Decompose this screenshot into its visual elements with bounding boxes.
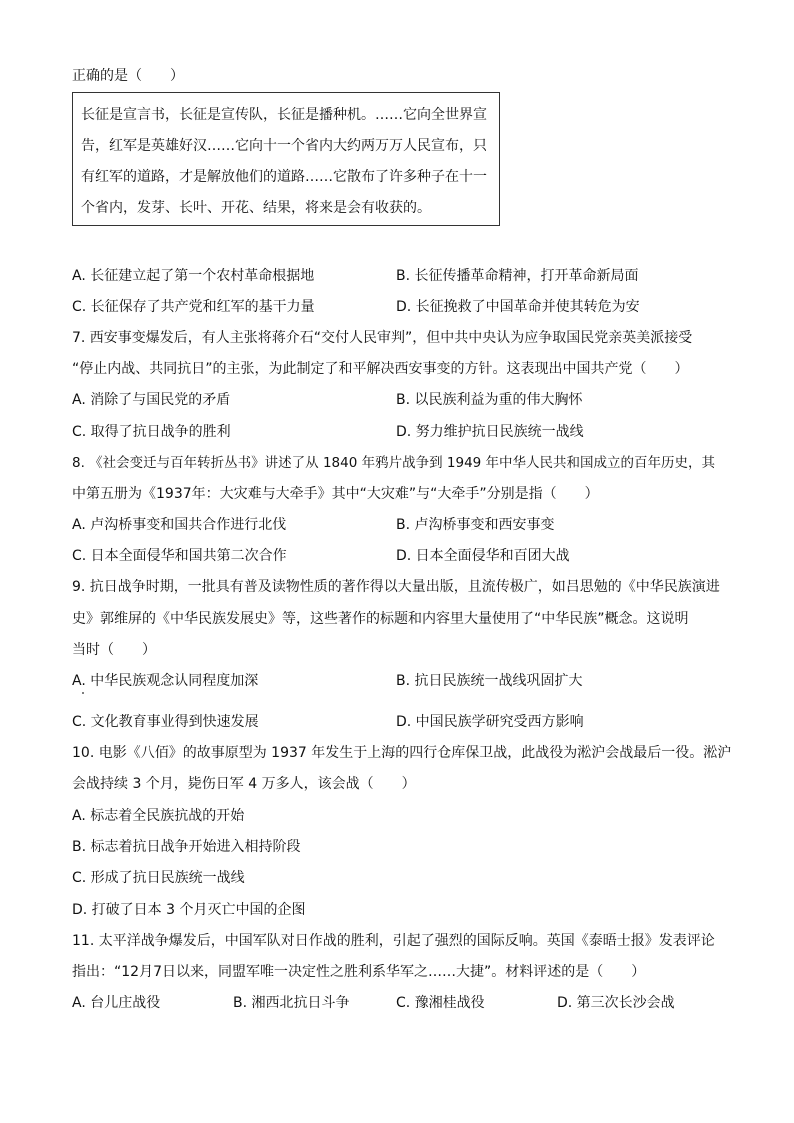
q9-stem: 史》郭维屏的《中华民族发展史》等，这些著作的标题和内容里大量使用了“中华民族”概念。这说明 [72,611,689,627]
quote-line: 有红军的道路，才是解放他们的道路……它散布了许多种子在十一 [81,169,487,185]
q9-option-b[interactable]: B. 抗日民族统一战线巩固扩大 [396,673,583,689]
q7-option-d[interactable]: D. 努力维护抗日民族统一战线 [396,424,584,440]
q11-option-c[interactable]: C. 豫湘桂战役 [396,995,485,1011]
q10-stem: 10. 电影《八佰》的故事原型为 1937 年发生于上海的四行仓库保卫战，此战役为淞沪会战最后一役。淞沪 [72,745,732,761]
q10-option-d[interactable]: D. 打破了日本 3 个月灭亡中国的企图 [72,902,306,918]
q11-option-a[interactable]: A. 台儿庄战役 [72,995,161,1011]
q9-stem: 当时（ ） [72,642,156,658]
q7-option-b[interactable]: B. 以民族利益为重的伟大胸怀 [396,392,583,408]
q11-option-b[interactable]: B. 湘西北抗日斗争 [233,995,350,1011]
q8-option-a[interactable]: A. 卢沟桥事变和国共合作进行北伐 [72,517,287,533]
q10-option-a[interactable]: A. 标志着全民族抗战的开始 [72,808,245,824]
q6-option-a[interactable]: A. 长征建立起了第一个农村革命根据地 [72,268,315,284]
q7-stem: 7. 西安事变爆发后，有人主张将蒋介石“交付人民审判”，但中共中央认为应争取国民党亲英美派接受 [72,330,693,346]
q9-option-c[interactable]: C. 文化教育事业得到快速发展 [72,714,259,730]
q10-stem: 会战持续 3 个月，毙伤日军 4 万多人，该会战（ ） [72,776,416,792]
quote-box [72,92,500,226]
q10-option-b[interactable]: B. 标志着抗日战争开始进入相持阶段 [72,839,301,855]
q9-option-d[interactable]: D. 中国民族学研究受西方影响 [396,714,584,730]
q7-stem: “停止内战、共同抗日”的主张，为此制定了和平解决西安事变的方针。这表现出中国共产党（ ） [72,361,689,377]
q11-stem: 11. 太平洋战争爆发后，中国军队对日作战的胜利，引起了强烈的国际反响。英国《泰晤士报》发表评论 [72,933,715,949]
quote-line: 个省内，发芽、长叶、开花、结果，将来是会有收获的。 [81,200,431,216]
question-6-intro: 正确的是（ ） [72,68,184,84]
q9-option-a[interactable]: A. 中华民族观念认同程度加深 [72,673,259,689]
q8-stem: 8. 《社会变迁与百年转折丛书》讲述了从 1840 年鸦片战争到 1949 年中华人民共和国成立的百年历史，其 [72,455,716,471]
q7-option-c[interactable]: C. 取得了抗日战争的胜利 [72,424,231,440]
q8-option-c[interactable]: C. 日本全面侵华和国共第二次合作 [72,548,287,564]
q11-stem: 指出：“12月7日以来，同盟军唯一决定性之胜利系华军之……大捷”。材料评述的是（ ） [72,964,646,980]
q6-option-b[interactable]: B. 长征传播革命精神，打开革命新局面 [396,268,639,284]
q6-option-c[interactable]: C. 长征保存了共产党和红军的基干力量 [72,299,315,315]
q8-stem: 中第五册为《1937年：大灾难与大牵手》其中“大灾难”与“大牵手”分别是指（ ） [72,486,599,502]
q10-option-c[interactable]: C. 形成了抗日民族统一战线 [72,870,245,886]
q8-option-d[interactable]: D. 日本全面侵华和百团大战 [396,548,570,564]
q6-option-d[interactable]: D. 长征挽救了中国革命并使其转危为安 [396,299,640,315]
quote-line: 告，红军是英雄好汉……它向十一个省内大约两万万人民宣布，只 [81,138,487,154]
stray-dot [82,692,84,694]
quote-line: 长征是宣言书，长征是宣传队，长征是播种机。……它向全世界宣 [81,107,487,123]
q8-option-b[interactable]: B. 卢沟桥事变和西安事变 [396,517,555,533]
q9-stem: 9. 抗日战争时期，一批具有普及读物性质的著作得以大量出版，且流传极广，如吕思勉的《中华民族演进 [72,579,720,595]
q7-option-a[interactable]: A. 消除了与国民党的矛盾 [72,392,231,408]
q11-option-d[interactable]: D. 第三次长沙会战 [557,995,675,1011]
